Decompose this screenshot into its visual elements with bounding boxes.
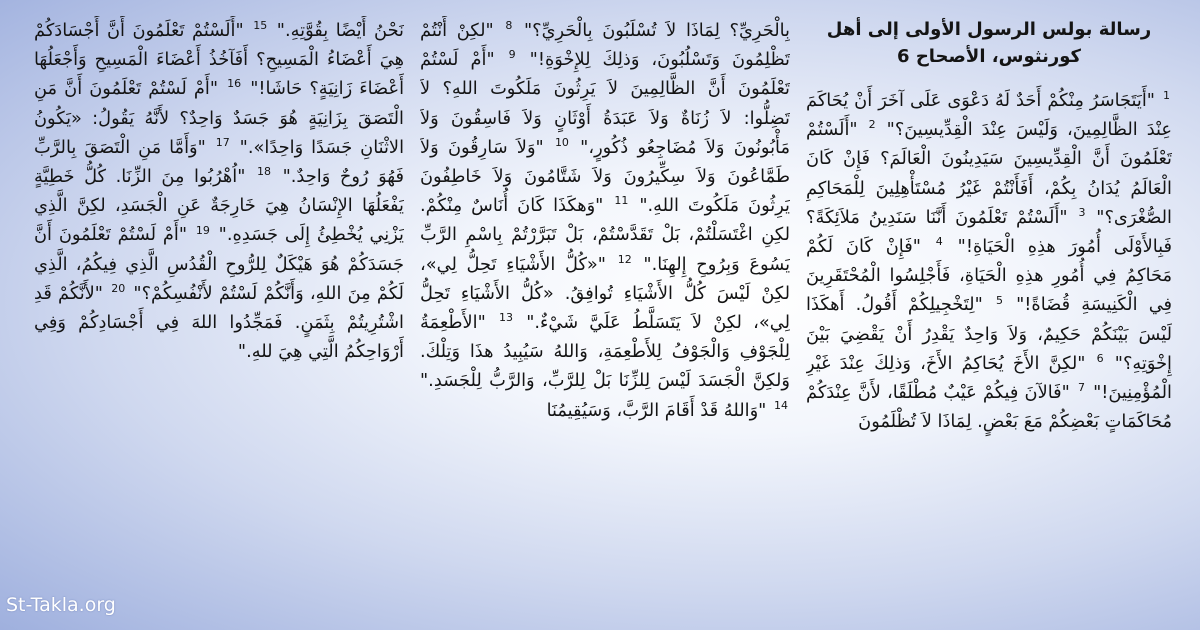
verse-number: 13 xyxy=(499,311,513,325)
verses-right xyxy=(806,86,1172,436)
verse-text: "فَإِنْ كَانَ لَكُمْ مَحَاكِمُ فِي أُمُورِ هذِهِ الْحَيَاةِ، فَأَجْلِسُوا الْمُحْتَقَرِينَ فِي الْكَنِيسَةِ قُضَاةً!" xyxy=(806,236,1172,316)
verse-number: 11 xyxy=(614,194,629,208)
verse-number: 2 xyxy=(868,118,876,132)
verse-number: 17 xyxy=(215,135,230,149)
verse-text: "لكِنْ أَنْتُمْ تَظْلِمُونَ وَتَسْلُبُونَ، وَذلِكَ لِلإِخْوَةِ!" xyxy=(420,20,790,71)
verse-text: "لكِنَّ الأَخَ يُحَاكِمُ الأَخَ، وَذلِكَ عِنْدَ غَيْرِ الْمُؤْمِنِينَ!" xyxy=(806,352,1172,404)
verse-number: 7 xyxy=(1077,381,1085,395)
verse-number: 1 xyxy=(1163,89,1170,103)
text-column-middle xyxy=(420,16,790,616)
verse-text: "لأَنَّكُمْ قَدِ اشْتُرِيتُمْ بِثَمَنٍ. فَمَجِّدُوا اللهَ فِي أَجْسَادِكُمْ وَفِي أَرْوَاحِكُمُ الَّتِي هِيَ للهِ." xyxy=(34,282,404,363)
text-column-left xyxy=(34,16,404,616)
verse-text: "فَالآنَ فِيكُمْ عَيْبٌ مُطْلَقًا، لأَنَّ عِنْدَكُمْ مُحَاكَمَاتٍ بَعْضِكُمْ مَعَ بَعْضٍ. لِمَاذَا لاَ تُظْلَمُونَ xyxy=(806,382,1172,433)
site-watermark: St-Takla.org xyxy=(6,594,116,616)
verse-text: "أَمْ لَسْتُمْ تَعْلَمُونَ أَنَّ الظَّالِمِينَ لاَ يَرِثُونَ مَلَكُوتَ اللهِ؟ لاَ تَضِلُّوا: لاَ زُنَاةٌ وَلاَ عَبَدَةُ أَوْثَانٍ وَلاَ فَاسِقُونَ وَلاَ مَأْبُونُونَ وَلاَ مُضَاجِعُو ذُكُورٍ،" xyxy=(420,49,790,158)
verse-number: 9 xyxy=(508,48,516,62)
verse-text: "وَلاَ سَارِقُونَ وَلاَ طَمَّاعُونَ وَلاَ سِكِّيرُونَ وَلاَ شَتَّامُونَ وَلاَ خَاطِفُونَ يَرِثُونَ مَلَكُوتَ اللهِ." xyxy=(420,136,790,217)
verse-text: "الأَطْعِمَةُ لِلْجَوْفِ وَالْجَوْفُ لِلأَطْعِمَةِ، وَاللهُ سَيُبِيدُ هذَا وَتِلْكَ. وَلكِنَّ الْجَسَدَ لَيْسَ لِلزِّنَا بَلْ لِلرَّبِّ، وَالرَّبُّ لِلْجَسَدِ." xyxy=(420,312,790,392)
text-column-right xyxy=(806,16,1172,616)
verse-number: 19 xyxy=(195,223,210,237)
verse-number: 20 xyxy=(111,281,126,295)
verse-text: "وَاللهُ قَدْ أَقَامَ الرَّبَّ، وَسَيُقِيمُنَا xyxy=(546,399,767,421)
verse-text: "أَيَتَجَاسَرُ مِنْكُمْ أَحَدٌ لَهُ دَعْوَى عَلَى آخَرَ أَنْ يُحَاكَمَ عِنْدَ الظَّالِمِينَ، وَلَيْسَ عِنْدَ الْقِدِّيسِينَ؟" xyxy=(806,90,1172,141)
verse-number: 15 xyxy=(253,19,268,33)
verse-text: "لِتَخْجِيلِكُمْ أَقُولُ. أَهكَذَا لَيْسَ بَيْنَكُمْ حَكِيمٌ، وَلاَ وَاحِدٌ يَقْدِرُ أَنْ يَقْضِيَ بَيْنَ إِخْوَتِهِ؟" xyxy=(806,294,1172,374)
verse-number: 6 xyxy=(1096,351,1104,365)
verses-middle xyxy=(420,16,790,425)
verse-text: "أَلَسْتُمْ تَعْلَمُونَ أَنَّ الْقِدِّيسِينَ سَيَدِينُونَ الْعَالَمَ؟ فَإِنْ كَانَ الْعَالَمُ يُدَانُ بِكُمْ، أَفَأَنْتُمْ غَيْرُ مُسْتَأْهِلِينَ لِلْمَحَاكِمِ الصُّغْرَى؟" xyxy=(806,119,1172,228)
verse-text: "أَلَسْتُمْ تَعْلَمُونَ أَنَّنَا سَنَدِينُ مَلاَئِكَةً؟ فَبِالأَوْلَى أُمُورَ هذِهِ الْحَيَاةِ!" xyxy=(806,206,1172,258)
verse-number: 18 xyxy=(257,165,271,179)
verse-number: 5 xyxy=(995,293,1003,307)
verse-number: 4 xyxy=(935,235,943,249)
chapter-title: رسالة بولس الرسول الأولى إلى أهل كورنثوس، الأصحاح 6 xyxy=(826,19,1152,67)
verse-text: "أَمْ لَسْتُمْ تَعْلَمُونَ أَنَّ جَسَدَكُمْ هُوَ هَيْكَلٌ لِلرُّوحِ الْقُدُسِ الَّذِي فِيكُمُ، الَّذِي لَكُمْ مِنَ اللهِ، وَأَنَّكُمْ لَسْتُمْ لأَنْفُسِكُمْ؟" xyxy=(34,224,404,304)
verse-text: "أَمْ لَسْتُمْ تَعْلَمُونَ أَنَّ مَنِ الْتَصَقَ بِزَانِيَةٍ هُوَ جَسَدٌ وَاحِدٌ؟ لأَنَّهُ يَقُولُ: «يَكُونُ الاثْنَانِ جَسَدًا وَاحِدًا»." xyxy=(34,78,404,158)
verse-text: نَحْنُ أَيْضًا بِقُوَّتِهِ." xyxy=(276,20,404,41)
verse-text: "وَأَمَّا مَنِ الْتَصَقَ بِالرَّبِّ فَهُوَ رُوحٌ وَاحِدٌ." xyxy=(34,136,404,188)
verse-text: "أَلَسْتُمْ تَعْلَمُونَ أَنَّ أَجْسَادَكُمْ هِيَ أَعْضَاءُ الْمَسِيحِ؟ أَفَآخُذُ أَعْضَاءَ الْمَسِيحِ وَأَجْعَلُهَا أَعْضَاءَ زَانِيَةٍ؟ حَاشَا!" xyxy=(34,20,404,100)
verse-number: 12 xyxy=(617,252,632,266)
verse-number: 14 xyxy=(774,398,788,412)
verse-number: 8 xyxy=(505,19,513,33)
verse-number: 10 xyxy=(554,135,569,149)
verse-text: "وَهكَذَا كَانَ أُنَاسٌ مِنْكُمْ. لكِنِ اغْتَسَلْتُمْ، بَلْ تَقَدَّسْتُمْ، بَلْ تَبَرَّرْتُمْ بِاسْمِ الرَّبِّ يَسُوعَ وَبِرُوحِ إِلهِنَا." xyxy=(420,195,790,275)
verse-text: "اُهْرُبُوا مِنَ الزِّنَا. كُلُّ خَطِيَّةٍ يَفْعَلُهَا الإِنْسَانُ هِيَ خَارِجَةٌ عَنِ الْجَسَدِ، لكِنَّ الَّذِي يَزْنِي يُخْطِئُ إِلَى جَسَدِهِ." xyxy=(34,166,404,246)
verse-text: بِالْحَرِيِّ؟ لِمَاذَا لاَ تُسْلَبُونَ بِالْحَرِيِّ؟" xyxy=(523,20,790,41)
verse-number: 16 xyxy=(227,77,242,91)
verses-left xyxy=(34,16,404,366)
verse-text: "«كُلُّ الأَشْيَاءِ تَحِلُّ لِي»، لكِنْ لَيْسَ كُلُّ الأَشْيَاءِ تُوافِقُ. «كُلُّ الأَشْيَاءِ تَحِلُّ لِي»، لكِنْ لاَ يَتَسَلَّطُ عَلَيَّ شَيْءٌ." xyxy=(420,253,790,334)
verse-number: 3 xyxy=(1078,205,1086,219)
